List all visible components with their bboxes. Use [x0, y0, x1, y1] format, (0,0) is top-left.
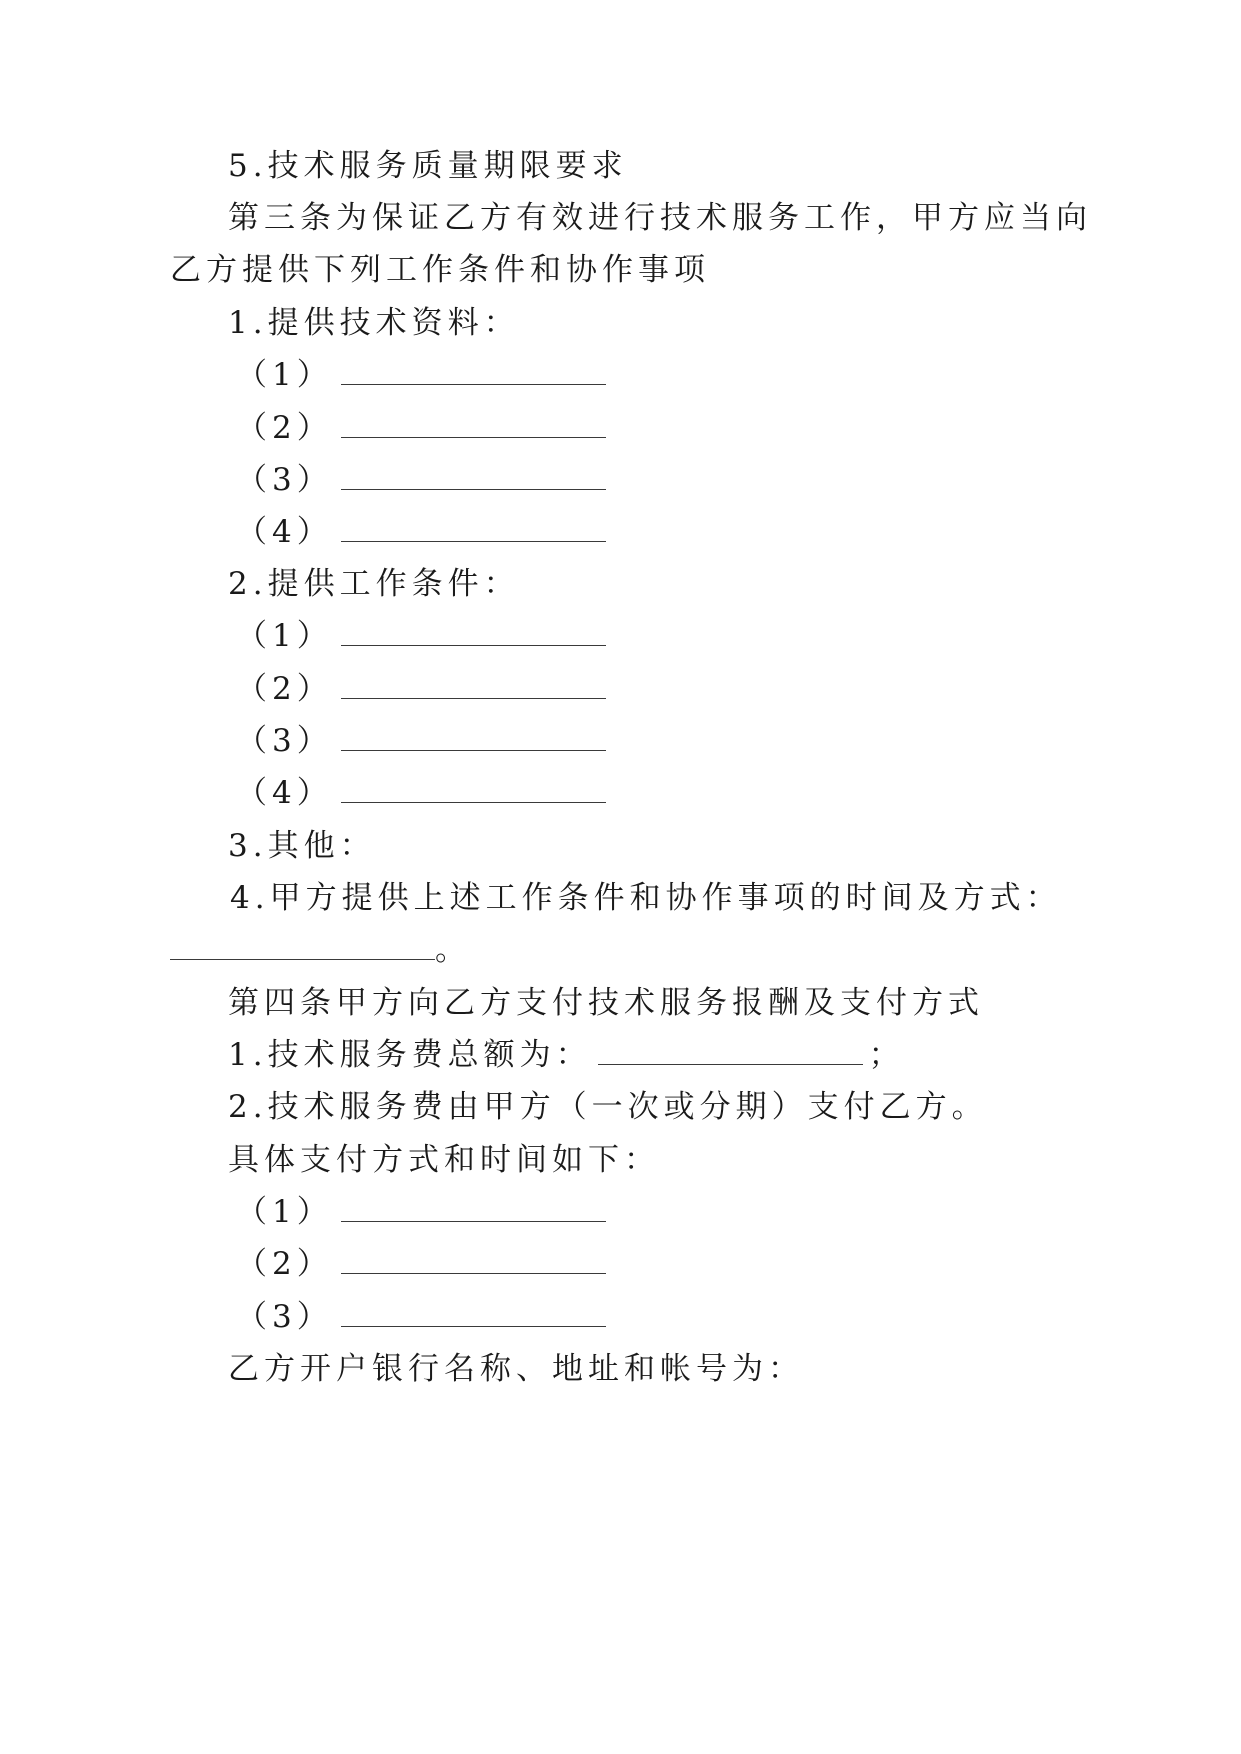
bank-info-line	[228, 1349, 804, 1389]
line-end: 。	[435, 932, 471, 968]
line-text: 1.技术服务费总额为：	[228, 1037, 592, 1073]
payment-item-3	[236, 1297, 606, 1337]
fill-in-blank[interactable]	[341, 1195, 606, 1222]
fill-in-blank[interactable]	[341, 672, 606, 699]
fill-in-blank[interactable]	[341, 1247, 606, 1274]
item-number: （2）	[236, 410, 333, 446]
item-5-quality	[228, 146, 628, 186]
item-number: （1）	[236, 1194, 333, 1230]
item-number: （4）	[236, 514, 333, 550]
line-text: 第四条甲方向乙方支付技术服务报酬及支付方式	[228, 985, 984, 1021]
section-1-item-2	[236, 408, 606, 448]
line-text: 第三条为保证乙方有效进行技术服务工作，甲方应当向	[228, 200, 1092, 236]
section-2-item-1	[236, 616, 606, 656]
line-text: 具体支付方式和时间如下：	[228, 1142, 660, 1178]
article-3-line-2	[170, 250, 710, 290]
section-2-title	[228, 564, 520, 604]
item-number: （1）	[236, 357, 333, 393]
fill-in-blank[interactable]	[341, 619, 606, 646]
item-number: （3）	[236, 723, 333, 759]
line-text: 2.技术服务费由甲方（一次或分期）支付乙方。	[228, 1089, 988, 1125]
line-text: 2.提供工作条件：	[228, 566, 520, 602]
line-text: 5.技术服务质量期限要求	[228, 148, 628, 184]
item-number: （1）	[236, 618, 333, 654]
fee-total-line	[228, 1035, 905, 1075]
payment-item-1	[236, 1192, 606, 1232]
fill-in-blank[interactable]	[341, 724, 606, 751]
fee-payment-line	[228, 1087, 988, 1127]
article-3-line-1	[228, 198, 1092, 238]
section-1-item-4	[236, 512, 606, 552]
fill-in-blank[interactable]	[341, 1300, 606, 1327]
section-2-item-3	[236, 721, 606, 761]
line-text: 乙方提供下列工作条件和协作事项	[170, 252, 710, 288]
item-number: （3）	[236, 462, 333, 498]
section-3-title	[228, 826, 376, 866]
item-number: （2）	[236, 1246, 333, 1282]
section-4-title	[230, 878, 1062, 918]
item-number: （4）	[236, 775, 333, 811]
fill-in-blank[interactable]	[341, 411, 606, 438]
section-2-item-2	[236, 669, 606, 709]
section-4-blank-line	[170, 930, 471, 970]
payment-detail-line	[228, 1140, 660, 1180]
section-1-title	[228, 303, 520, 343]
line-text: 3.其他：	[228, 828, 376, 864]
section-1-item-1	[236, 355, 606, 395]
line-text: 1.提供技术资料：	[228, 305, 520, 341]
fill-in-blank[interactable]	[170, 933, 435, 960]
item-number: （3）	[236, 1299, 333, 1335]
item-number: （2）	[236, 671, 333, 707]
line-end: ；	[868, 1037, 905, 1073]
fill-in-blank[interactable]	[341, 515, 606, 542]
line-text: 乙方开户银行名称、地址和帐号为：	[228, 1351, 804, 1387]
article-4-heading	[228, 983, 984, 1023]
fill-in-blank[interactable]	[598, 1038, 863, 1065]
fill-in-blank[interactable]	[341, 776, 606, 803]
section-2-item-4	[236, 773, 606, 813]
line-text: 4.甲方提供上述工作条件和协作事项的时间及方式：	[230, 880, 1062, 916]
fill-in-blank[interactable]	[341, 358, 606, 385]
section-1-item-3	[236, 460, 606, 500]
payment-item-2	[236, 1244, 606, 1284]
fill-in-blank[interactable]	[341, 463, 606, 490]
